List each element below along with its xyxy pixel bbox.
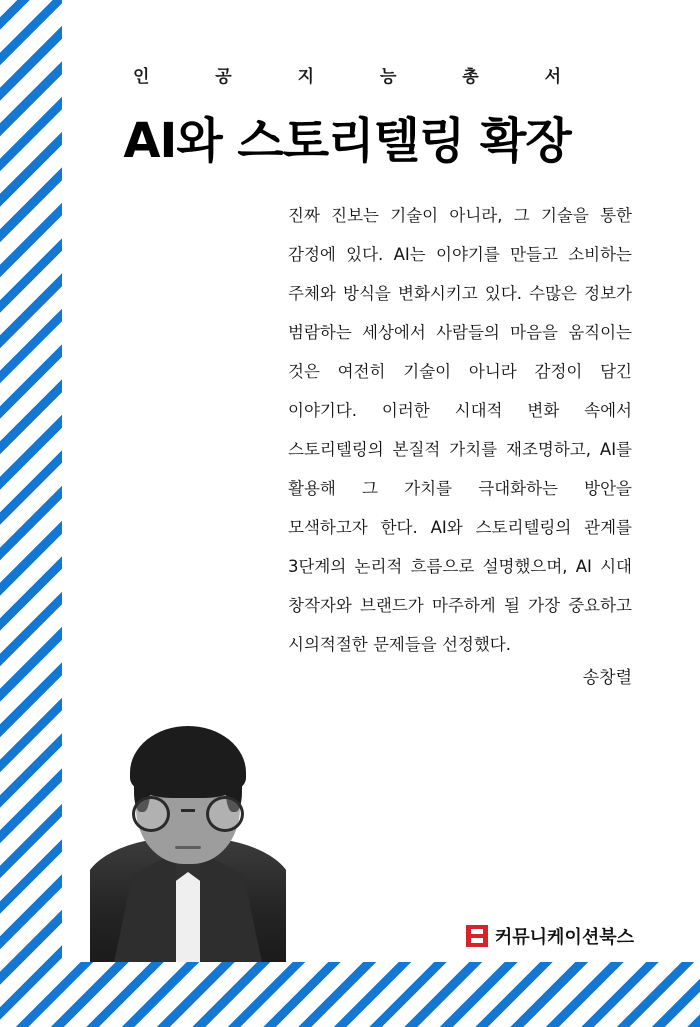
cover-blurb-text: 진짜 진보는 기술이 아니라, 그 기술을 통한 감정에 있다. AI는 이야기를 만들고 소비하는 주체와 방식을 변화시키고 있다. 수많은 정보가 범람하는 세상에서 사람들의 마음을 움직이는 것은 여전히 기술이 아니라 감정이 담긴 이야기다. 이러한 시대적 변화 속에서 스토리텔링의 본질적 가치를 재조명하고, AI를 활용해 그 가치를 극대화하는 방안을 모색하고자 한다. AI와 스토리텔링의 관계를 3단계의 논리적 흐름으로 설명했으며, AI 시대 창작자와 브랜드가 마주하게 될 가장 중요하고 시의적절한 문제들을 선정했다. [288,206,632,654]
publisher-logo [466,923,634,949]
portrait-glasses-bridge [181,809,195,812]
portrait-hair [130,726,246,798]
portrait-glasses-right-lens [206,796,244,832]
portrait-glasses-left-lens [132,796,170,832]
portrait-mouth [175,846,201,849]
author-name: 송창렬 [582,668,632,688]
publisher-mark-icon [466,925,488,947]
page-title: AI와 스토리텔링 확장 [123,113,571,169]
series-label: 인 공 지 능 총 서 [132,67,592,87]
author-portrait-photo [90,700,286,962]
publisher-name: 커뮤니케이션북스 [494,927,634,948]
